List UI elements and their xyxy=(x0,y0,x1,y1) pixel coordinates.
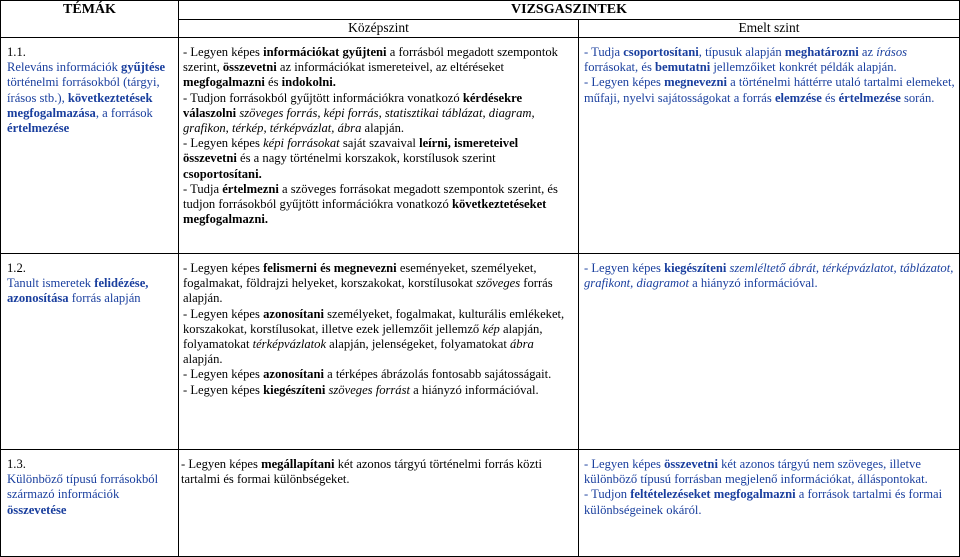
column-divider-2 xyxy=(578,19,579,557)
text-run: a történelmi háttérre utaló tartalmi elemeket, műfaji, nyelvi sajátosságokat a forrás xyxy=(584,75,955,105)
text-run: két azonos tárgyú nem szöveges, illetve különböző típusú forrásban megjelenő információkat, álláspontokat. xyxy=(584,457,928,487)
bold-text: megállapítani xyxy=(261,457,335,471)
bold-text: értelmezése xyxy=(838,90,901,105)
text-run: alapján, folyamatokat xyxy=(183,321,543,352)
text-run: a hiányzó információval. xyxy=(410,382,539,397)
italic-text: szöveges forrás, képi forrás, statisztikai táblázat, diagram, grafikon, térkép, térképvázlat, ábra xyxy=(183,105,535,136)
requirement-item xyxy=(584,261,956,291)
text-run: eseményeket, személyeket, fogalmakat, földrajzi helyeket, korszakokat, korstílusokat xyxy=(183,261,537,291)
topic-number: 1.1. xyxy=(7,45,26,59)
bold-text: feltételezéseket megfogalmazni xyxy=(630,487,796,502)
bold-text: csoportosítani xyxy=(623,45,699,59)
bold-text: azonosítani xyxy=(263,367,324,382)
topic-number: 1.2. xyxy=(7,261,26,275)
text-run: - Tudjon forrásokból gyűjtött információkra vonatkozó xyxy=(183,90,463,105)
text-run: két azonos tárgyú történelmi forrás közti tartalmi és formai különbségeket. xyxy=(181,457,543,487)
text-run: alapján. xyxy=(183,352,223,367)
text-run: - Legyen képes xyxy=(584,75,665,90)
requirement-item xyxy=(584,45,956,75)
bold-text: információkat gyűjteni xyxy=(263,45,387,59)
high-level-requirements xyxy=(584,261,956,291)
text-run: történelmi forrásokból (tárgyi, írásos stb.), xyxy=(7,75,160,105)
row-divider-2 xyxy=(0,449,960,450)
requirement-item xyxy=(183,136,575,182)
mid-level-requirements xyxy=(183,261,575,398)
bold-text: összevetése xyxy=(7,502,67,517)
text-run: - Legyen képes xyxy=(181,457,262,471)
mid-level-cell-1-1 xyxy=(183,45,575,227)
text-run: - Legyen képes xyxy=(183,136,264,151)
text-run: - Tudja xyxy=(584,45,624,59)
text-run: alapján, jelenségeket, folyamatokat xyxy=(326,337,510,352)
italic-text: írásos xyxy=(876,45,908,59)
bold-text: kiegészíteni xyxy=(664,261,727,275)
italic-text: ábra xyxy=(509,337,534,352)
header-exam-levels: VIZSGASZINTEK xyxy=(511,2,627,17)
italic-text: térképvázlatok xyxy=(252,337,327,352)
requirement-item xyxy=(584,487,956,517)
high-level-cell-1-2 xyxy=(584,261,956,291)
high-level-requirements xyxy=(584,45,956,106)
mid-level-requirements xyxy=(183,45,575,227)
bold-text: értelmezése xyxy=(7,121,70,136)
text-run: a térképes ábrázolás fontosabb sajátosságait. xyxy=(323,367,552,382)
requirement-item xyxy=(183,261,575,307)
bold-text: indokolni. xyxy=(281,75,336,90)
bold-text: felidézése, azonosítása xyxy=(7,276,149,306)
bold-text: elemzése xyxy=(774,90,822,105)
text-run: forrás alapján xyxy=(68,291,141,306)
requirement-item xyxy=(584,75,956,105)
table-border-left xyxy=(0,0,1,557)
text-run: a hiányzó információval. xyxy=(688,276,818,291)
text-run: Tanult ismeretek xyxy=(7,276,95,291)
high-level-cell-1-3 xyxy=(584,457,956,518)
bold-text: összevetni xyxy=(664,457,718,471)
text-run: - Legyen képes xyxy=(183,382,264,397)
bold-text: értelmezni xyxy=(222,181,279,196)
bold-text: megnevezni xyxy=(664,75,728,90)
topic-cell-1-1 xyxy=(7,45,173,136)
italic-text: képi forrásokat xyxy=(263,136,340,151)
text-run: forrás alapján. xyxy=(183,276,553,306)
text-run: és xyxy=(264,75,282,90)
row-divider-1 xyxy=(0,253,960,254)
text-run: alapján. xyxy=(361,121,405,136)
bold-text: leírni, ismereteivel összevetni xyxy=(183,136,519,166)
requirement-item xyxy=(183,307,575,368)
requirement-item xyxy=(183,91,575,137)
requirement-item xyxy=(183,383,575,398)
mid-level-cell-1-2 xyxy=(183,261,575,398)
topic-title xyxy=(7,276,173,306)
text-run: során. xyxy=(900,90,935,105)
bold-text: csoportosítani. xyxy=(183,166,262,181)
requirement-item xyxy=(183,182,575,228)
bold-text: felismerni és megnevezni xyxy=(263,261,397,275)
bold-text: gyűjtése xyxy=(121,60,166,75)
text-run: - Legyen képes xyxy=(183,261,264,275)
text-run: - Tudjon xyxy=(584,487,631,502)
text-run: - Legyen képes xyxy=(183,367,264,382)
text-run: - Legyen képes xyxy=(183,306,264,321)
text-run: az xyxy=(858,45,877,59)
bold-text: megfogalmazni xyxy=(183,75,265,90)
text-run: - Legyen képes xyxy=(584,457,665,471)
bold-text: meghatározni xyxy=(784,45,859,59)
text-run: - Legyen képes xyxy=(183,45,264,59)
bold-text: bemutatni xyxy=(655,60,711,75)
mid-level-requirements xyxy=(181,457,575,487)
high-level-requirements xyxy=(584,457,956,518)
topic-title xyxy=(7,60,173,136)
text-run: Különböző típusú forrásokból származó információk xyxy=(7,472,159,502)
italic-text: szöveges xyxy=(476,276,521,291)
topic-cell-1-2 xyxy=(7,261,173,307)
header-high-level: Emelt szint xyxy=(738,20,800,35)
italic-text: szöveges forrást xyxy=(328,382,411,397)
text-run: forrásokat, és xyxy=(584,60,655,75)
bold-text: következtetéseket megfogalmazni. xyxy=(183,197,547,227)
text-run: az információkat ismereteivel, az eltéréseket xyxy=(276,60,505,75)
header-topics: TÉMÁK xyxy=(63,2,116,17)
bold-text: kiegészíteni xyxy=(263,382,326,397)
requirement-item xyxy=(584,457,956,487)
text-run: , típusuk alapján xyxy=(698,45,785,59)
topic-title xyxy=(7,472,173,518)
text-run: a forrásból megadott szempontok szerint, xyxy=(183,45,558,75)
text-run: személyeket, fogalmakat, kulturális emlékeket, korszakokat, korstílusokat, illetve ezek jellemzőit jellemző xyxy=(183,306,565,336)
text-run: saját szavaival xyxy=(339,136,420,151)
high-level-cell-1-1 xyxy=(584,45,956,106)
table-border-top xyxy=(0,0,960,1)
bold-text: azonosítani xyxy=(263,306,324,321)
mid-level-cell-1-3 xyxy=(181,457,575,487)
text-run: és a nagy történelmi korszakok, korstílusok szerint xyxy=(236,151,496,166)
text-run: jellemzőiket konkrét példák alapján. xyxy=(710,60,897,75)
column-divider-1 xyxy=(178,0,179,557)
bold-text: következtetések megfogalmazása xyxy=(7,90,153,120)
text-run: és xyxy=(821,90,839,105)
text-run: a források tartalmi és formai különbségeinek okáról. xyxy=(584,487,943,517)
requirement-item xyxy=(183,367,575,382)
topic-cell-1-3 xyxy=(7,457,173,518)
header-bottom-rule xyxy=(0,37,960,38)
text-run: - Tudja xyxy=(183,181,223,196)
text-run: , a források xyxy=(95,105,153,120)
italic-text: kép xyxy=(482,321,500,336)
requirement-item xyxy=(181,457,575,487)
italic-text: szemléltető ábrát, térképvázlatot, táblázatot, grafikont, diagramot xyxy=(584,261,954,291)
bold-text: összevetni xyxy=(222,60,277,75)
text-run: a szöveges forrásokat megadott szempontok szerint, és tudjon forrásokból gyűjtött információkra vonatkozó xyxy=(183,181,558,212)
bold-text: kérdésekre válaszolni xyxy=(183,90,523,120)
header-mid-level: Középszint xyxy=(348,20,409,35)
requirement-item xyxy=(183,45,575,91)
text-run: - Legyen képes xyxy=(584,261,665,275)
text-run: Releváns információk xyxy=(7,60,122,75)
topic-number: 1.3. xyxy=(7,457,26,471)
